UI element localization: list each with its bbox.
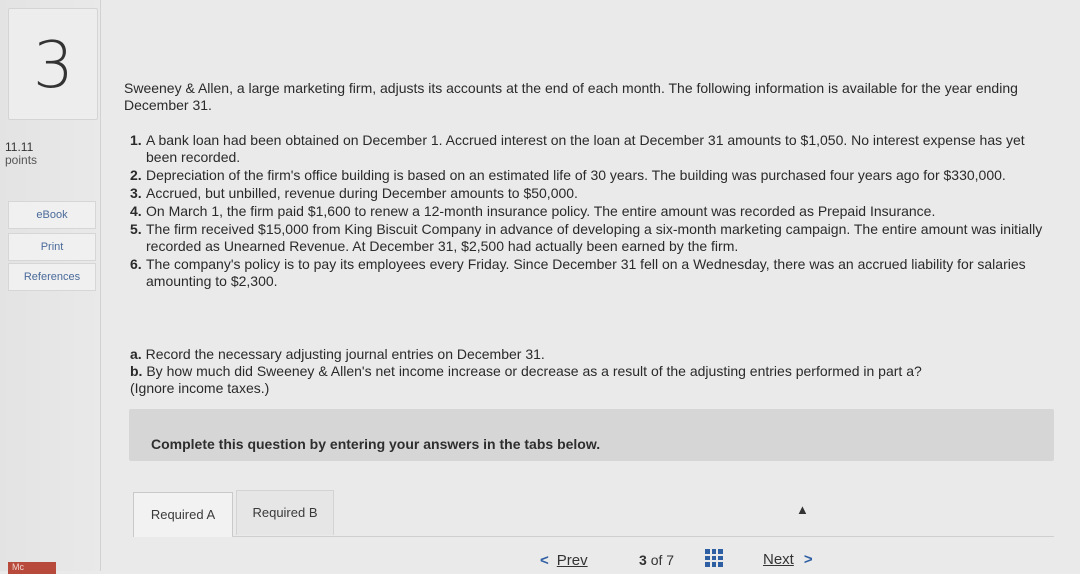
print-link[interactable]: Print <box>8 233 96 261</box>
list-item: 5. The firm received $15,000 from King Biscuit Company in advance of developing a six-month marketing campaign. The entire amount was initially recorded as Unearned Revenue. At December 31, $2,500 had actually been earned by the firm. <box>130 221 1043 254</box>
page-indicator: 3 of 7 <box>639 552 675 568</box>
mouse-pointer-icon: ▲ <box>796 502 809 517</box>
tab-divider <box>232 536 1054 537</box>
list-item: 4. On March 1, the firm paid $1,600 to renew a 12-month insurance policy. The entire amount was recorded as Prepaid Insurance. <box>130 203 936 219</box>
list-item: 2. Depreciation of the firm's office building is based on an estimated life of 30 years. The building was purchased four years ago for $330,000. <box>130 167 1006 183</box>
tab-required-a[interactable]: Required A <box>133 492 233 537</box>
chevron-left-icon: < <box>540 552 549 569</box>
sidebar <box>0 0 101 571</box>
part-b-note: (Ignore income taxes.) <box>130 380 270 396</box>
points-label: points <box>5 153 38 167</box>
question-content <box>124 80 1054 396</box>
list-item: 6. The company's policy is to pay its employees every Friday. Since December 31 fell on a Wednesday, there was an accrued liability for salaries amounting to $2,300. <box>130 256 1026 289</box>
points-value: 11.11 <box>5 140 34 154</box>
adjustment-items-list <box>130 132 1054 291</box>
references-link[interactable]: References <box>8 263 96 291</box>
question-number-box <box>8 8 98 120</box>
question-parts <box>130 346 1054 397</box>
chevron-right-icon: > <box>803 551 813 568</box>
grid-icon[interactable] <box>705 549 723 567</box>
ebook-link[interactable]: eBook <box>8 201 96 229</box>
list-item: 1. A bank loan had been obtained on December 1. Accrued interest on the loan at December 31 amounts to $1,050. No interest expense has yet been recorded. <box>130 132 1025 165</box>
tab-required-b[interactable]: Required B <box>236 490 334 535</box>
mc-tab[interactable]: Mc <box>8 562 56 574</box>
part-b: b. By how much did Sweeney & Allen's net income increase or decrease as a result of the adjusting entries performed in part a? <box>130 363 922 379</box>
instructions-bar <box>129 409 1054 461</box>
part-a: a. Record the necessary adjusting journal entries on December 31. <box>130 346 545 362</box>
next-button[interactable]: Next > <box>763 551 813 568</box>
question-intro: Sweeney & Allen, a large marketing firm, adjusts its accounts at the end of each month. The following information is available for the year ending December 31. <box>124 80 1018 113</box>
list-item: 3. Accrued, but unbilled, revenue during December amounts to $50,000. <box>130 185 578 201</box>
question-number: 3 <box>33 29 74 103</box>
prev-button[interactable]: < Prev <box>540 552 588 569</box>
instructions-text: Complete this question by entering your answers in the tabs below. <box>151 436 601 452</box>
